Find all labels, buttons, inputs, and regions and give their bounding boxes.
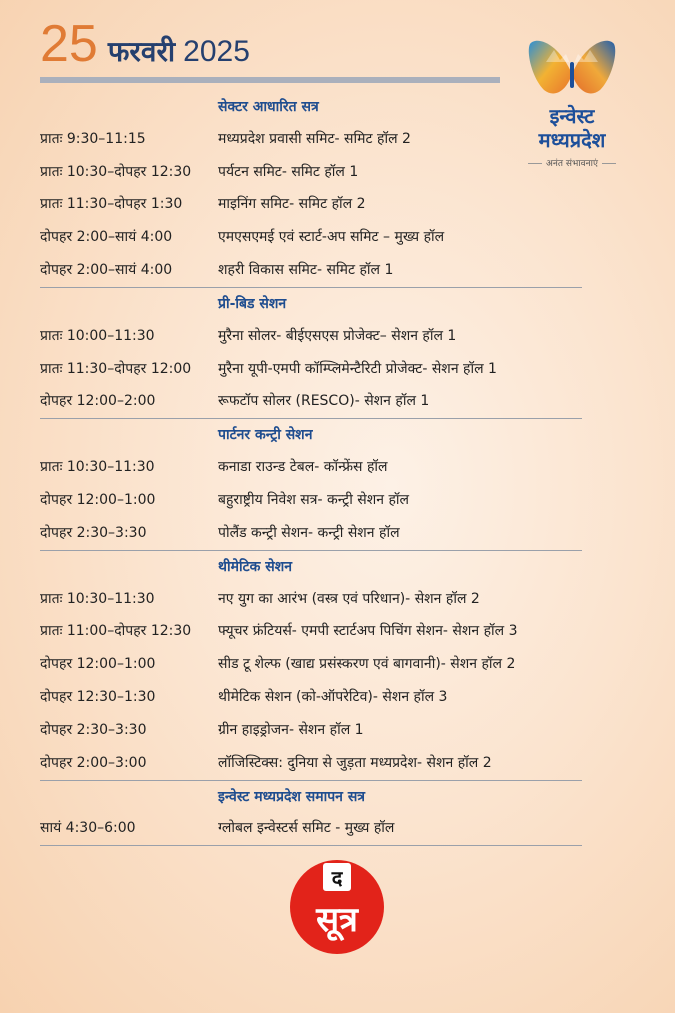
session-time: दोपहर 12:00–2:00 (40, 393, 156, 410)
logo-text-top: द (331, 866, 343, 890)
logo-line-2: मध्यप्रदेश (538, 128, 606, 152)
schedule-row (40, 615, 582, 648)
schedule-row (40, 352, 582, 385)
session-time: प्रातः 10:30–11:30 (40, 590, 155, 607)
session-event: मध्यप्रदेश प्रवासी समिट- समिट हॉल 2 (218, 130, 411, 147)
session-time: दोपहर 2:30–3:30 (40, 524, 147, 541)
schedule-row (40, 746, 582, 779)
session-time: प्रातः 10:30–11:30 (40, 459, 155, 476)
section-heading: प्री-बिड सेशन (218, 295, 287, 312)
session-event: पोलैंड कन्ट्री सेशन- कन्ट्री सेशन हॉल (218, 524, 400, 541)
date-year: 2025 (183, 35, 250, 68)
schedule-row (40, 122, 582, 155)
session-time: सायं 4:30–6:00 (40, 820, 136, 837)
session-event: फ्यूचर फ्रंटियर्स- एमपी स्टार्टअप पिचिंग सेशन- सेशन हॉल 3 (218, 623, 518, 640)
the-sootr-logo (289, 859, 385, 955)
butterfly-logo-icon (526, 38, 618, 100)
schedule-row (40, 385, 582, 418)
logo-text-main: सूत्र (316, 900, 358, 940)
session-time: दोपहर 12:00–1:00 (40, 656, 156, 673)
session-time: प्रातः 9:30–11:15 (40, 130, 146, 147)
session-event: नए युग का आरंभ (वस्त्र एवं परिधान)- सेशन हॉल 2 (218, 590, 480, 607)
session-event: एमएसएमई एवं स्टार्ट-अप समिट – मुख्य हॉल (218, 229, 445, 246)
section-heading: सेक्टर आधारित सत्र (218, 99, 319, 115)
section-divider (40, 780, 582, 781)
the-sootr-logo-icon (289, 859, 385, 955)
session-event: थीमेटिक सेशन (को-ऑपरेटिव)- सेशन हॉल 3 (218, 689, 448, 706)
session-time: प्रातः 11:30–दोपहर 1:30 (40, 196, 183, 213)
session-event: रूफटॉप सोलर (RESCO)- सेशन हॉल 1 (218, 393, 430, 410)
header-rule (40, 77, 500, 83)
session-time: प्रातः 11:00–दोपहर 12:30 (40, 623, 192, 640)
session-time: प्रातः 10:00–11:30 (40, 327, 155, 344)
session-event: बहुराष्ट्रीय निवेश सत्र- कन्ट्री सेशन हॉल (218, 492, 410, 509)
section-divider (40, 287, 582, 288)
schedule-row (40, 155, 582, 188)
logo-line-1: इन्वेस्ट (549, 104, 595, 128)
section-divider (40, 418, 582, 419)
schedule-row (40, 812, 582, 845)
schedule-row (40, 319, 582, 352)
schedule-row (40, 188, 582, 221)
section-heading: पार्टनर कन्ट्री सेशन (218, 427, 313, 444)
session-event: ग्लोबल इन्वेस्टर्स समिट - मुख्य हॉल (218, 820, 395, 837)
schedule-table (40, 92, 582, 847)
session-event: लॉजिस्टिक्स: दुनिया से जुड़ता मध्यप्रदेश- सेशन हॉल 2 (218, 754, 492, 771)
session-event: कनाडा राउन्ड टेबल- कॉन्फ्रेंस हॉल (218, 459, 388, 476)
schedule-row (40, 483, 582, 516)
session-event: मुरैना यूपी-एमपी कॉम्प्लिमेन्टैरिटी प्रोजेक्ट- सेशन हॉल 1 (218, 360, 497, 377)
session-time: प्रातः 11:30–दोपहर 12:00 (40, 360, 192, 377)
schedule-row (40, 713, 582, 746)
session-event: शहरी विकास समिट- समिट हॉल 1 (218, 262, 394, 279)
session-time: दोपहर 12:30–1:30 (40, 689, 156, 706)
schedule-row (40, 450, 582, 483)
section-heading: इन्वेस्ट मध्यप्रदेश समापन सत्र (218, 788, 366, 805)
session-time: दोपहर 2:00–3:00 (40, 754, 147, 771)
page-date (40, 14, 250, 74)
session-time: प्रातः 10:30–दोपहर 12:30 (40, 163, 192, 180)
session-time: दोपहर 12:00–1:00 (40, 492, 156, 509)
session-event: पर्यटन समिट- समिट हॉल 1 (218, 163, 359, 180)
date-month: फरवरी (107, 35, 176, 68)
section-divider (40, 845, 582, 846)
session-time: दोपहर 2:30–3:30 (40, 721, 147, 738)
session-event: मुरैना सोलर- बीईएसएस प्रोजेक्ट– सेशन हॉल 1 (218, 327, 457, 344)
session-event: सीड टू शेल्फ (खाद्य प्रसंस्करण एवं बागवानी)- सेशन हॉल 2 (218, 656, 516, 673)
schedule-row (40, 516, 582, 549)
session-time: दोपहर 2:00–सायं 4:00 (40, 262, 173, 279)
date-day: 25 (40, 15, 98, 73)
session-event: माइनिंग समिट- समिट हॉल 2 (218, 196, 366, 213)
section-divider (40, 550, 582, 551)
schedule-row (40, 680, 582, 713)
session-event: ग्रीन हाइड्रोजन- सेशन हॉल 1 (218, 721, 364, 738)
schedule-row (40, 220, 582, 253)
section-heading: थीमेटिक सेशन (218, 558, 293, 575)
session-time: दोपहर 2:00–सायं 4:00 (40, 229, 173, 246)
schedule-row (40, 253, 582, 286)
schedule-row (40, 582, 582, 615)
logo-tagline: अनंत संभावनाएं (512, 156, 632, 169)
schedule-row (40, 647, 582, 680)
